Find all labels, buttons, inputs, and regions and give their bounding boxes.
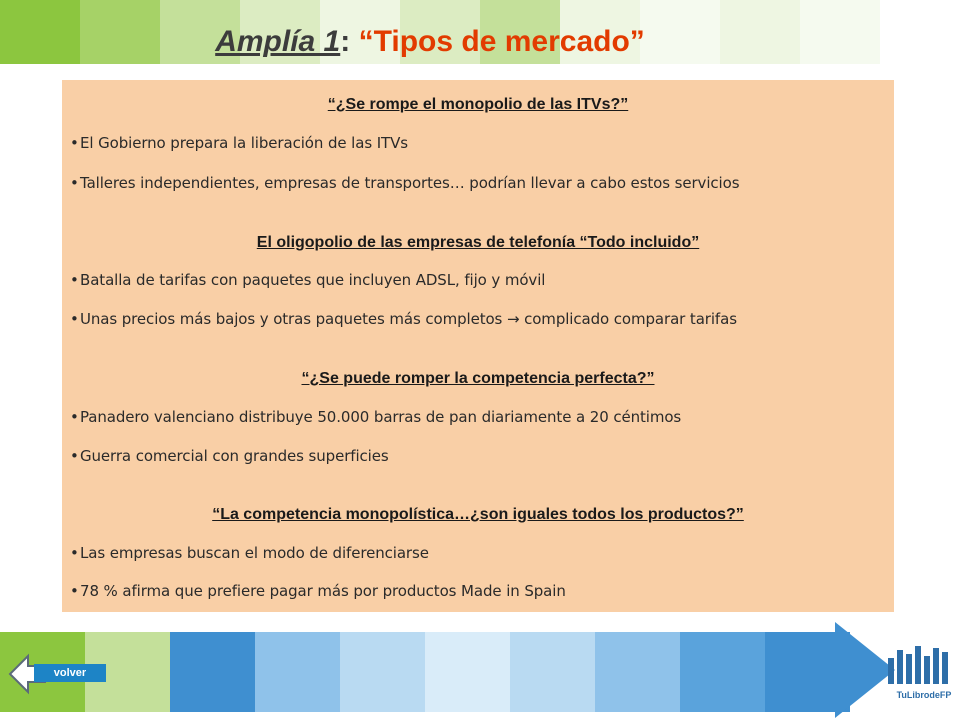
content-panel — [62, 80, 894, 612]
brand-logo — [888, 632, 960, 720]
section-heading-oligopolio: El oligopolio de las empresas de telefonía “Todo incluido” — [256, 234, 700, 251]
list-item: •78 % afirma que prefiere pagar más por productos Made in Spain — [70, 582, 566, 600]
title-colon: : — [340, 25, 351, 58]
title-part1: Amplía 1 — [215, 25, 341, 58]
list-item: •Talleres independientes, empresas de transportes… podrían llevar a cabo estos servicios — [70, 174, 740, 192]
bullet-icon: • — [70, 544, 79, 562]
bullet-icon: • — [70, 582, 79, 600]
section-heading-competencia-perfecta: “¿Se puede romper la competencia perfecta?” — [301, 370, 655, 387]
logo-text: TuLibrodeFP — [896, 690, 952, 700]
bullet-icon: • — [70, 174, 79, 192]
section-heading-monopolistica: “La competencia monopolística…¿son iguales todos los productos?” — [212, 506, 744, 523]
section-heading-itv: “¿Se rompe el monopolio de las ITVs?” — [327, 96, 629, 113]
bottom-stripes — [0, 632, 850, 712]
list-item: •El Gobierno prepara la liberación de las ITVs — [70, 134, 408, 152]
list-item: •Unas precios más bajos y otras paquetes más completos → complicado comparar tarifas — [70, 310, 737, 328]
arrow-right-icon — [835, 622, 895, 718]
list-item: •Panadero valenciano distribuye 50.000 barras de pan diariamente a 20 céntimos — [70, 408, 682, 426]
bookshelf-logo-icon — [888, 646, 960, 684]
list-item: •Guerra comercial con grandes superficies — [70, 447, 389, 465]
bullet-icon: • — [70, 310, 79, 328]
bullet-icon: • — [70, 134, 79, 152]
list-item: •Batalla de tarifas con paquetes que incluyen ADSL, fijo y móvil — [70, 271, 546, 289]
title-part2: “Tipos de mercado” — [358, 25, 645, 58]
bullet-icon: • — [70, 271, 79, 289]
bullet-icon: • — [70, 408, 79, 426]
bottom-arrow-band — [0, 622, 960, 720]
slide-title — [0, 22, 860, 62]
bullet-icon: • — [70, 447, 79, 465]
list-item: •Las empresas buscan el modo de diferenciarse — [70, 544, 429, 562]
back-button-label[interactable]: volver — [34, 664, 106, 682]
back-button[interactable] — [6, 652, 106, 696]
